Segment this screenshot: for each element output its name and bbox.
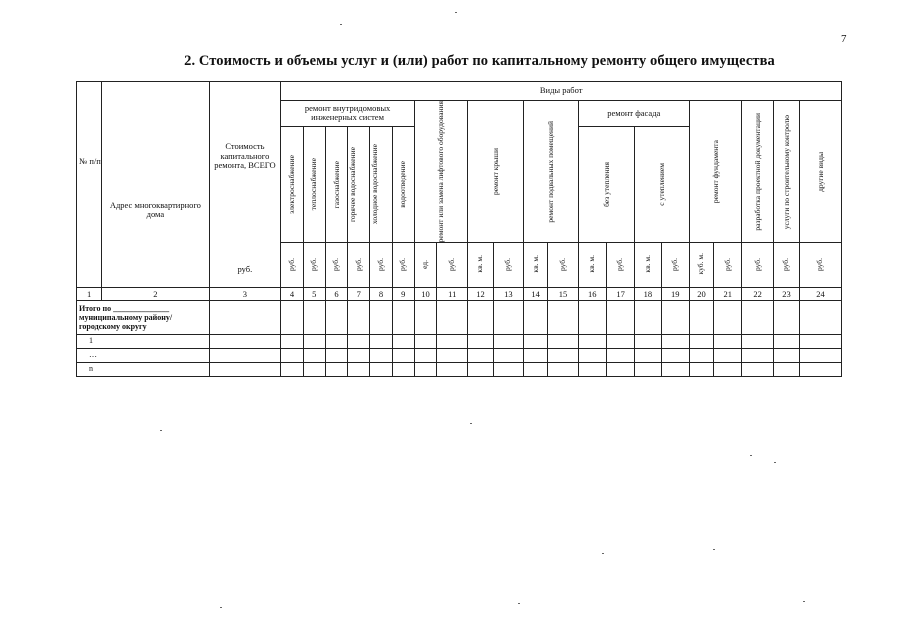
column-number: 13 (493, 288, 523, 301)
subcol-hot-water (348, 126, 370, 243)
cost-unit: руб. (237, 264, 253, 275)
table-cell (370, 363, 392, 377)
table-cell (437, 335, 468, 349)
table-cell (348, 301, 370, 335)
total-row-label: Итого по ______________ муниципальному району/ городскому округу (77, 301, 210, 335)
column-number: 10 (414, 288, 436, 301)
unit-cell (370, 243, 392, 288)
table-cell (493, 363, 523, 377)
table-cell (714, 363, 742, 377)
unit-cell (661, 243, 689, 288)
subcol-drainage (392, 126, 414, 243)
basement-label: ремонт подвальных помещений (545, 120, 555, 223)
column-number: 17 (606, 288, 634, 301)
column-number: 2 (102, 288, 209, 301)
electricity-label: электроснабжение (287, 155, 296, 214)
engineering-group-header: ремонт внутридомовых инженерных систем (281, 101, 415, 127)
table-cell (578, 363, 606, 377)
table-cell (800, 363, 842, 377)
unit-cell (800, 243, 842, 288)
unit-label: руб. (331, 257, 341, 271)
table-cell (742, 349, 773, 363)
address-header-text (102, 199, 209, 288)
insulation-label: с утеплением (657, 163, 667, 206)
cold-water-label: холодное водоснабжение (369, 144, 379, 225)
table-cell (773, 335, 799, 349)
unit-label: руб. (752, 257, 762, 271)
column-number: 22 (742, 288, 773, 301)
unit-label: кв. м. (475, 255, 485, 273)
unit-label: куб. м. (696, 253, 706, 275)
elevator-header (414, 101, 468, 243)
gas-label: газоснабжение (331, 160, 341, 209)
column-number: 14 (524, 288, 548, 301)
unit-label: руб. (309, 257, 319, 271)
unit-label: ед. (420, 259, 430, 269)
table-cell (325, 363, 347, 377)
foundation-header (689, 101, 742, 243)
column-number: 5 (303, 288, 325, 301)
table-cell (209, 301, 281, 335)
table-cell (524, 301, 548, 335)
table-cell (437, 363, 468, 377)
unit-label: руб. (722, 257, 732, 271)
unit-cell (303, 243, 325, 288)
table-cell (281, 349, 303, 363)
table-row (77, 335, 842, 349)
design-docs-header (742, 101, 773, 243)
table-cell (414, 335, 436, 349)
column-number: 1 (77, 288, 102, 301)
row-label: … (77, 349, 210, 363)
column-number: 19 (661, 288, 689, 301)
subcol-heating (303, 126, 325, 243)
subcol-facade-insulation (635, 126, 690, 243)
row-label: 1 (77, 335, 210, 349)
table-cell (548, 363, 578, 377)
unit-cell (578, 243, 606, 288)
facade-group-header: ремонт фасада (578, 101, 689, 127)
table-cell (281, 363, 303, 377)
unit-cell (392, 243, 414, 288)
table-cell (800, 335, 842, 349)
table-cell (689, 335, 713, 349)
unit-label: руб. (557, 257, 567, 271)
column-number: 8 (370, 288, 392, 301)
unit-label: руб. (615, 257, 625, 271)
table-cell (370, 301, 392, 335)
table-cell (348, 335, 370, 349)
unit-cell (548, 243, 578, 288)
scan-speck (803, 601, 805, 602)
num-header-text: № п/п (79, 156, 101, 166)
unit-label: руб. (815, 257, 825, 271)
table-row (77, 363, 842, 377)
scan-speck (774, 462, 776, 463)
column-number: 7 (348, 288, 370, 301)
unit-label: кв. м. (530, 255, 540, 273)
table-cell (578, 301, 606, 335)
column-number: 23 (773, 288, 799, 301)
unit-cell (468, 243, 493, 288)
table-cell (689, 349, 713, 363)
table-cell (392, 349, 414, 363)
table-cell (468, 301, 493, 335)
table-cell (325, 335, 347, 349)
table-cell (370, 349, 392, 363)
unit-cell (524, 243, 548, 288)
column-numbers-row (77, 288, 842, 301)
table-cell (392, 301, 414, 335)
scan-speck (340, 24, 342, 25)
table-cell (524, 349, 548, 363)
scan-speck (220, 607, 222, 608)
table-cell (493, 301, 523, 335)
table-cell (661, 363, 689, 377)
section-title-text: 2. Стоимость и объемы услуг и (или) работ по капитальному ремонту общего имущества (184, 53, 775, 69)
table-cell (606, 349, 634, 363)
unit-cell (348, 243, 370, 288)
table-cell (689, 363, 713, 377)
scan-speck (160, 430, 162, 431)
column-number: 21 (714, 288, 742, 301)
table-cell (524, 335, 548, 349)
table-cell (548, 335, 578, 349)
unit-label: руб. (781, 257, 791, 271)
unit-cell (281, 243, 303, 288)
table-cell (714, 335, 742, 349)
scan-speck (750, 455, 752, 456)
table-cell (635, 335, 661, 349)
table-cell (209, 349, 281, 363)
table-row (77, 349, 842, 363)
column-number: 3 (209, 288, 281, 301)
table-cell (468, 363, 493, 377)
unit-cell (773, 243, 799, 288)
table-cell (635, 301, 661, 335)
column-number: 4 (281, 288, 303, 301)
unit-cell (742, 243, 773, 288)
unit-cell (606, 243, 634, 288)
table-cell (773, 363, 799, 377)
table-cell (437, 349, 468, 363)
subcol-cold-water (370, 126, 392, 243)
unit-cell (414, 243, 436, 288)
unit-label: руб. (375, 257, 385, 271)
other-label: другие виды (815, 151, 825, 192)
column-number: 20 (689, 288, 713, 301)
unit-label: руб. (503, 257, 513, 271)
column-number: 6 (325, 288, 347, 301)
table-cell (468, 349, 493, 363)
roof-header (468, 101, 524, 243)
table-cell (742, 335, 773, 349)
unit-cell (325, 243, 347, 288)
unit-cell (437, 243, 468, 288)
elevator-label: ремонт или замена лифтового оборудования (436, 101, 446, 243)
capital-repair-table (76, 81, 842, 377)
construction-control-header (773, 101, 799, 243)
cost-label: Стоимость капитального ремонта, ВСЕГО (214, 140, 276, 171)
table-cell (606, 335, 634, 349)
table-cell (661, 335, 689, 349)
table-cell (661, 349, 689, 363)
basement-header (524, 101, 579, 243)
column-number: 9 (392, 288, 414, 301)
other-header (800, 101, 842, 243)
table-cell (635, 349, 661, 363)
unit-label: руб. (353, 257, 363, 271)
total-row (77, 301, 842, 335)
address-label: Адрес многоквартирного дома (109, 199, 201, 220)
drainage-label: водоотведение (398, 161, 408, 208)
unit-label: руб. (398, 257, 408, 271)
subcol-gas (325, 126, 347, 243)
table-cell (714, 349, 742, 363)
table-cell (578, 335, 606, 349)
units-row (77, 243, 842, 288)
table-cell (209, 335, 281, 349)
unit-cell (635, 243, 661, 288)
table-cell (468, 335, 493, 349)
unit-label: руб. (286, 257, 296, 271)
table-cell (578, 349, 606, 363)
table-cell (548, 349, 578, 363)
no-insulation-label: без утепления (601, 162, 611, 207)
table-cell (414, 349, 436, 363)
table-cell (714, 301, 742, 335)
table-cell (773, 349, 799, 363)
table-cell (742, 363, 773, 377)
column-number: 24 (800, 288, 842, 301)
column-number: 15 (548, 288, 578, 301)
table-cell (325, 349, 347, 363)
table-cell (414, 363, 436, 377)
table-cell (800, 349, 842, 363)
table-cell (524, 363, 548, 377)
unit-label: руб. (447, 257, 457, 271)
table-cell (370, 335, 392, 349)
table-cell (742, 301, 773, 335)
scan-speck (455, 12, 457, 13)
table-cell (209, 363, 281, 377)
section-title (0, 53, 905, 70)
table-cell (303, 301, 325, 335)
table-cell (437, 301, 468, 335)
table-cell (800, 301, 842, 335)
table-cell (689, 301, 713, 335)
table-cell (606, 363, 634, 377)
hot-water-label: горячее водоснабжение (347, 146, 357, 222)
unit-label: кв. м. (587, 255, 597, 273)
table-cell (548, 301, 578, 335)
roof-label: ремонт крыши (490, 148, 500, 196)
table-cell (392, 335, 414, 349)
table-cell (303, 349, 325, 363)
table-cell (325, 301, 347, 335)
table-cell (392, 363, 414, 377)
scan-speck (518, 603, 520, 604)
kinds-of-work-header: Виды работ (281, 82, 842, 101)
heating-label: теплоснабжение (309, 158, 319, 211)
table-cell (773, 301, 799, 335)
unit-cell (714, 243, 742, 288)
table-cell (635, 363, 661, 377)
table-cell (348, 349, 370, 363)
design-docs-label: разработка проектной документации (752, 112, 762, 231)
unit-cell (689, 243, 713, 288)
unit-label: кв. м. (642, 255, 652, 273)
table-cell (303, 335, 325, 349)
column-number: 18 (635, 288, 661, 301)
column-number: 11 (437, 288, 468, 301)
table-cell (661, 301, 689, 335)
column-number: 12 (468, 288, 493, 301)
unit-label: руб. (670, 257, 680, 271)
foundation-label: ремонт фундамента (710, 140, 720, 204)
table-cell (348, 363, 370, 377)
table-cell (493, 335, 523, 349)
scan-speck (470, 423, 472, 424)
table-cell (303, 363, 325, 377)
table-cell (606, 301, 634, 335)
scan-speck (602, 553, 604, 554)
num-header (77, 82, 102, 288)
scan-speck (713, 549, 715, 550)
num-header-label (79, 156, 101, 166)
row-label: n (77, 363, 210, 377)
table-cell (414, 301, 436, 335)
cost-unit-cell (209, 140, 281, 288)
subcol-facade-no-insulation (578, 126, 635, 243)
table-cell (493, 349, 523, 363)
column-number: 16 (578, 288, 606, 301)
subcol-electricity (281, 126, 303, 243)
table-cell (281, 301, 303, 335)
construction-control-label: услуги по строительному контролю (781, 114, 791, 229)
unit-cell (493, 243, 523, 288)
table-cell (281, 335, 303, 349)
page-number: 7 (841, 33, 847, 45)
